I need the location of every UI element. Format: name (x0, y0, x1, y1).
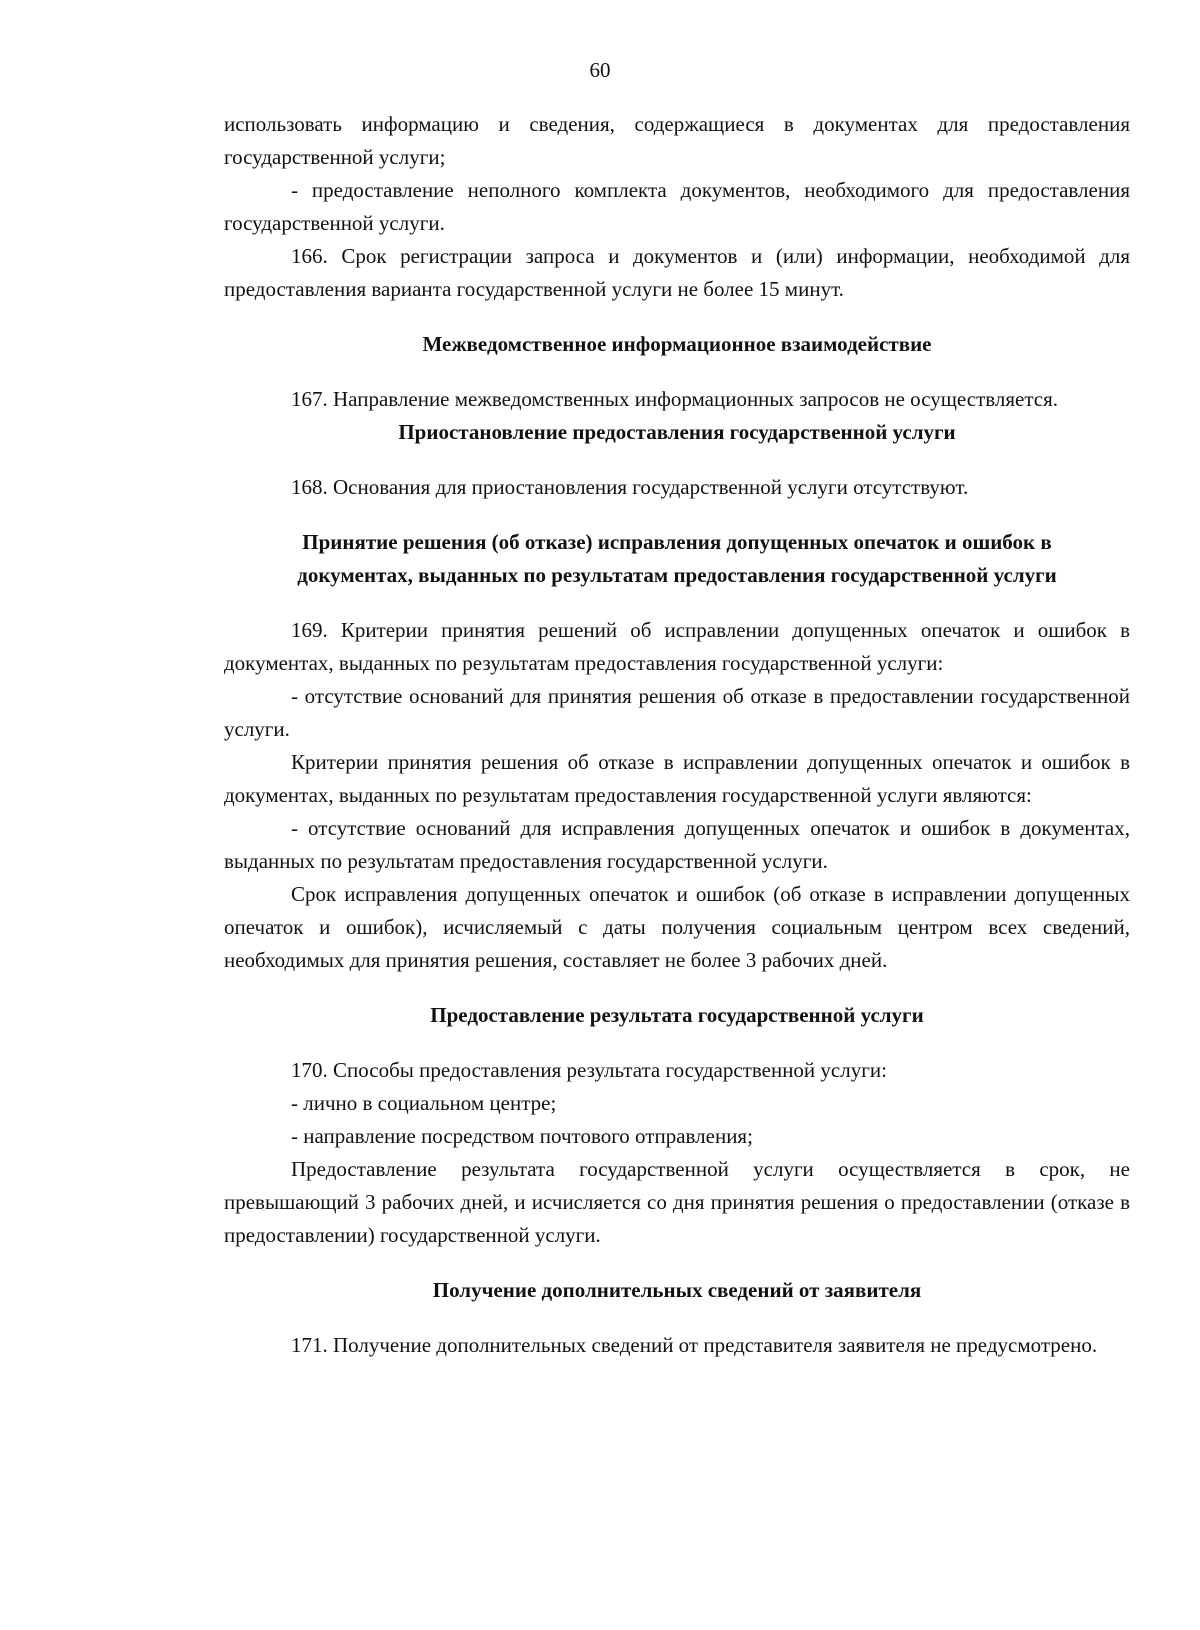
section-heading-result: Предоставление результата государственной услуги (430, 1003, 924, 1027)
section-heading-corrections-line2: документах, выданных по результатам предоставления государственной услуги (297, 563, 1057, 587)
paragraph-167: 167. Направление межведомственных информационных запросов не осуществляется. (291, 387, 1059, 411)
section-heading-corrections-line1: Принятие решения (об отказе) исправления допущенных опечаток и ошибок в (302, 530, 1052, 554)
paragraph-168: 168. Основания для приостановления государственной услуги отсутствуют. (291, 475, 969, 499)
section-heading-corrections (224, 526, 1130, 592)
section-heading-suspension: Приостановление предоставления государственной услуги (398, 420, 956, 444)
paragraph: использовать информацию и сведения, содержащиеся в документах для предоставления государственной услуги; (224, 112, 1130, 169)
paragraph-169: 169. Критерии принятия решений об исправлении допущенных опечаток и ошибок в документах, выданных по результатам предоставления государственной услуги: (224, 618, 1130, 675)
paragraph-166: 166. Срок регистрации запроса и документов и (или) информации, необходимой для предоставления варианта государственной услуги не более 15 минут. (224, 244, 1130, 301)
section-heading-interagency: Межведомственное информационное взаимодействие (422, 332, 932, 356)
paragraph: Срок исправления допущенных опечаток и ошибок (об отказе в исправлении допущенных опечаток и ошибок), исчисляемый с даты получения социальным центром всех сведений, необходимых для принятия решения, составляет не более 3 рабочих дней. (224, 882, 1130, 972)
paragraph: - предоставление неполного комплекта документов, необходимого для предоставления государственной услуги. (224, 178, 1130, 235)
paragraph-170: 170. Способы предоставления результата государственной услуги: (291, 1058, 887, 1082)
list-item: - лично в социальном центре; (291, 1091, 557, 1115)
list-item: - направление посредством почтового отправления; (291, 1124, 753, 1148)
paragraph-171: 171. Получение дополнительных сведений от представителя заявителя не предусмотрено. (291, 1333, 1098, 1357)
paragraph: Предоставление результата государственной услуги осуществляется в срок, не превышающий 3 рабочих дней, и исчисляется со дня принятия решения о предоставлении (отказе в предоставлении) государственной услуги. (224, 1157, 1130, 1247)
paragraph: - отсутствие оснований для исправления допущенных опечаток и ошибок в документах, выданных по результатам предоставления государственной услуги. (224, 816, 1130, 873)
section-heading-additional-info: Получение дополнительных сведений от заявителя (432, 1278, 922, 1302)
paragraph: Критерии принятия решения об отказе в исправлении допущенных опечаток и ошибок в документах, выданных по результатам предоставления государственной услуги являются: (224, 750, 1130, 807)
page-number: 60 (589, 58, 611, 82)
document-body (224, 108, 1130, 1362)
paragraph: - отсутствие оснований для принятия решения об отказе в предоставлении государственной услуги. (224, 684, 1130, 741)
